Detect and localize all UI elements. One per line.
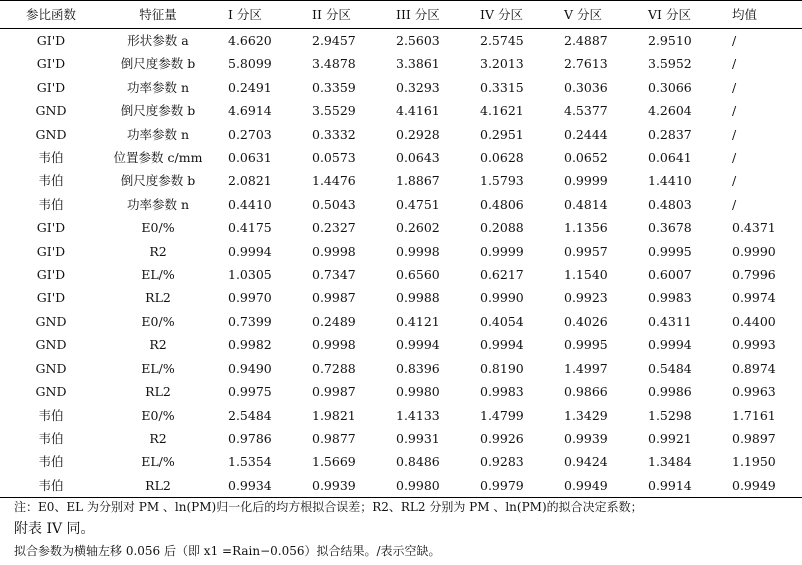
cell-feature: 倒尺度参数 b [120, 103, 196, 119]
cell-value: 0.4803 [648, 196, 692, 212]
cell-value: 0.4026 [564, 313, 608, 329]
cell-value: 0.9994 [480, 337, 524, 353]
cell-value: / [732, 150, 737, 166]
col-header-zone-4: IV 分区 [472, 1, 556, 29]
cell-value: / [732, 126, 737, 142]
cell-feature: R2 [149, 337, 167, 353]
cell-value: 0.9975 [228, 384, 272, 400]
cell-value: 0.9998 [312, 243, 356, 259]
cell-value: 0.9786 [228, 430, 272, 446]
cell-feature: 倒尺度参数 b [120, 56, 196, 72]
cell-value: 0.9926 [480, 430, 524, 446]
cell-value: 2.5603 [396, 33, 440, 48]
cell-value: 0.9983 [480, 384, 524, 400]
cell-value: 0.9988 [396, 290, 440, 306]
cell-value: 0.9999 [480, 243, 524, 259]
cell-value: 2.5745 [480, 33, 524, 48]
cell-value: 1.7161 [732, 407, 776, 423]
cell-value: 0.9983 [648, 290, 692, 306]
cell-value: 0.9998 [396, 243, 440, 259]
cell-feature: RL2 [102, 474, 214, 498]
cell-reference-function: 韦伯 [38, 173, 64, 189]
cell-value: 0.9987 [312, 290, 356, 306]
cell-value: 0.9994 [396, 337, 440, 353]
col-header-zone-5: V 分区 [556, 1, 640, 29]
cell-value: 0.9979 [472, 474, 556, 498]
table-row [0, 29, 802, 53]
cell-value: 0.9949 [556, 474, 640, 498]
cell-value: 0.9923 [564, 290, 608, 306]
cell-feature: R2 [149, 243, 167, 259]
table-notes [14, 496, 712, 562]
cell-value: 0.9424 [564, 454, 608, 470]
table-row [0, 474, 802, 498]
cell-value: 0.2928 [396, 126, 440, 142]
cell-value: 1.5298 [648, 407, 692, 423]
cell-value: 0.9921 [648, 430, 692, 446]
cell-value: 0.8190 [480, 360, 524, 376]
cell-value: 2.4887 [564, 33, 608, 48]
table-row [0, 380, 802, 403]
table-row [0, 427, 802, 450]
cell-value: 0.2491 [228, 79, 272, 95]
cell-value: 0.9986 [648, 384, 692, 400]
cell-feature: 功率参数 n [126, 196, 190, 212]
table-row [0, 357, 802, 380]
cell-value: 1.4997 [564, 360, 608, 376]
cell-value: 1.5793 [480, 173, 524, 189]
col-header-reference-function: 参比函数 [0, 1, 102, 29]
cell-value: 4.1621 [480, 103, 524, 119]
cell-reference-function: GND [35, 126, 67, 142]
cell-value: 0.2489 [312, 313, 356, 329]
col-header-zone-2: II 分区 [304, 1, 388, 29]
cell-value: 0.6560 [396, 267, 440, 283]
table-row [0, 263, 802, 286]
table-row [0, 146, 802, 169]
table-row [0, 216, 802, 239]
cell-value: 0.2444 [564, 126, 608, 142]
cell-value: 0.3066 [648, 79, 692, 95]
cell-value: 0.9980 [388, 474, 472, 498]
cell-value: 0.9990 [480, 290, 524, 306]
col-header-zone-6: VI 分区 [640, 1, 724, 29]
table-row [0, 450, 802, 473]
cell-value: 5.8099 [228, 56, 272, 72]
cell-value: 0.2602 [396, 220, 440, 236]
cell-value: 0.9957 [564, 243, 608, 259]
note-line-2: 附表 IV 同。 [14, 521, 95, 537]
cell-reference-function: GND [35, 384, 67, 400]
cell-value: 0.7399 [228, 313, 272, 329]
cell-value: / [732, 56, 737, 72]
cell-value: 0.0652 [564, 150, 608, 166]
cell-value: 0.3036 [564, 79, 608, 95]
cell-value: 0.9999 [564, 173, 608, 189]
table-row [0, 240, 802, 263]
cell-value: 0.9283 [480, 454, 524, 470]
cell-value: 0.9987 [312, 384, 356, 400]
cell-value: 0.9914 [640, 474, 724, 498]
cell-value: 0.9939 [304, 474, 388, 498]
cell-reference-function: 韦伯 [38, 196, 64, 212]
cell-value: 1.5669 [312, 454, 356, 470]
cell-value: 0.5484 [648, 360, 692, 376]
cell-reference-function: GI'D [36, 220, 66, 236]
cell-reference-function: 韦伯 [38, 407, 64, 423]
cell-value: 0.9990 [732, 243, 776, 259]
col-header-feature: 特征量 [102, 1, 214, 29]
cell-reference-function: GI'D [36, 56, 66, 72]
cell-value: 0.7288 [312, 360, 356, 376]
cell-value: 0.0573 [312, 150, 356, 166]
cell-value: 0.4806 [480, 196, 524, 212]
cell-value: 0.2088 [480, 220, 524, 236]
note-line-1: 注：E0、EL 为分别对 PM 、ln(PM)归一化后的均方根拟合误差；R2、RL2 分别为 PM 、ln(PM)的拟合决定系数； [14, 500, 643, 514]
cell-value: 0.9974 [732, 290, 776, 306]
col-header-mean: 均值 [724, 1, 802, 29]
cell-value: 4.6914 [228, 103, 272, 119]
cell-reference-function: GI'D [36, 290, 66, 306]
cell-value: 0.8974 [732, 360, 776, 376]
table-row [0, 76, 802, 99]
cell-feature: R2 [149, 430, 167, 446]
cell-value: 1.8867 [396, 173, 440, 189]
cell-value: / [732, 103, 737, 119]
table-row [0, 52, 802, 75]
cell-value: 2.7613 [564, 56, 608, 72]
cell-value: 0.9931 [396, 430, 440, 446]
cell-feature: 位置参数 c/mm [113, 150, 203, 166]
cell-feature: E0/% [141, 313, 175, 329]
col-header-zone-1: I 分区 [214, 1, 304, 29]
cell-value: 4.5377 [564, 103, 608, 119]
cell-reference-function: GND [35, 313, 67, 329]
cell-feature: EL/% [141, 454, 175, 470]
cell-value: 1.4799 [480, 407, 524, 423]
cell-value: 0.2327 [312, 220, 356, 236]
cell-value: 0.4410 [228, 196, 272, 212]
cell-value: 0.4371 [732, 220, 776, 236]
cell-value: 0.3315 [480, 79, 524, 95]
cell-value: 0.0641 [648, 150, 692, 166]
cell-value: 0.6007 [648, 267, 692, 283]
cell-feature: 倒尺度参数 b [120, 173, 196, 189]
cell-value: 0.9897 [732, 430, 776, 446]
cell-value: 0.4400 [732, 313, 776, 329]
cell-value: 0.8486 [396, 454, 440, 470]
cell-value: 0.2703 [228, 126, 272, 142]
cell-value: 0.9949 [724, 474, 802, 498]
cell-value: 3.4878 [312, 56, 356, 72]
cell-value: 2.9457 [312, 33, 356, 48]
cell-value: / [732, 33, 737, 48]
cell-value: 0.6217 [480, 267, 524, 283]
cell-feature: RL2 [145, 290, 171, 306]
cell-reference-function: 韦伯 [38, 430, 64, 446]
cell-value: 4.6620 [228, 33, 272, 48]
cell-reference-function: GI'D [36, 33, 66, 48]
cell-value: 0.7996 [732, 267, 776, 283]
cell-value: 0.0631 [228, 150, 272, 166]
table-row [0, 310, 802, 333]
cell-value: 0.0643 [396, 150, 440, 166]
cell-feature: EL/% [141, 360, 175, 376]
cell-value: 0.9994 [648, 337, 692, 353]
cell-value: 1.9821 [312, 407, 356, 423]
cell-value: 0.0628 [480, 150, 524, 166]
cell-reference-function: GND [35, 103, 67, 119]
cell-feature: EL/% [141, 267, 175, 283]
cell-value: 0.3332 [312, 126, 356, 142]
cell-reference-function: 韦伯 [38, 150, 64, 166]
cell-value: / [732, 173, 737, 189]
cell-value: 3.5952 [648, 56, 692, 72]
cell-value: 1.3484 [648, 454, 692, 470]
table-row [0, 99, 802, 122]
table-row [0, 193, 802, 216]
cell-value: / [732, 196, 737, 212]
cell-reference-function: GI'D [36, 267, 66, 283]
cell-value: 0.9934 [214, 474, 304, 498]
table-row [0, 333, 802, 356]
cell-reference-function: GI'D [36, 79, 66, 95]
table-row [0, 404, 802, 427]
cell-value: 0.3359 [312, 79, 356, 95]
cell-value: 0.4121 [396, 313, 440, 329]
cell-value: 0.9490 [228, 360, 272, 376]
note-line-3: 拟合参数为横轴左移 0.056 后（即 x1 =Rain−0.056）拟合结果。/表示空缺。 [14, 544, 441, 558]
cell-value: 0.9994 [228, 243, 272, 259]
cell-value: 0.3293 [396, 79, 440, 95]
cell-value: 0.9963 [732, 384, 776, 400]
cell-value: 0.2951 [480, 126, 524, 142]
cell-value: 1.0305 [228, 267, 272, 283]
cell-feature: 功率参数 n [126, 79, 190, 95]
cell-value: 2.5484 [228, 407, 272, 423]
cell-value: 0.9980 [396, 384, 440, 400]
cell-reference-function: GND [35, 337, 67, 353]
table-row [0, 123, 802, 146]
cell-value: 0.9866 [564, 384, 608, 400]
cell-value: 3.5529 [312, 103, 356, 119]
table-row [0, 286, 802, 309]
cell-value: 0.9998 [312, 337, 356, 353]
cell-feature: E0/% [141, 407, 175, 423]
cell-value: 0.4054 [480, 313, 524, 329]
cell-value: 0.9995 [564, 337, 608, 353]
cell-value: 1.3429 [564, 407, 608, 423]
cell-value: 0.9970 [228, 290, 272, 306]
cell-value: 0.9939 [564, 430, 608, 446]
cell-feature: 形状参数 a [127, 33, 189, 48]
cell-value: 0.9982 [228, 337, 272, 353]
cell-feature: 功率参数 n [126, 126, 190, 142]
cell-feature: E0/% [141, 220, 175, 236]
cell-value: 2.0821 [228, 173, 272, 189]
cell-value: 3.3861 [396, 56, 440, 72]
table-body [0, 29, 802, 498]
cell-value: 0.4814 [564, 196, 608, 212]
cell-value: 0.4751 [396, 196, 440, 212]
cell-value: 0.5043 [312, 196, 356, 212]
cell-value: 0.9877 [312, 430, 356, 446]
col-header-zone-3: III 分区 [388, 1, 472, 29]
cell-value: 0.3678 [648, 220, 692, 236]
cell-value: 3.2013 [480, 56, 524, 72]
cell-value: 4.2604 [648, 103, 692, 119]
cell-value: 1.4133 [396, 407, 440, 423]
cell-value: 0.4175 [228, 220, 272, 236]
cell-feature: RL2 [145, 384, 171, 400]
cell-value: 0.2837 [648, 126, 692, 142]
cell-value: 1.1950 [732, 454, 776, 470]
cell-value: 0.7347 [312, 267, 356, 283]
cell-value: 1.4476 [312, 173, 356, 189]
cell-value: 0.8396 [396, 360, 440, 376]
cell-value: 0.9995 [648, 243, 692, 259]
cell-value: / [732, 79, 737, 95]
cell-reference-function: GND [35, 360, 67, 376]
cell-value: 1.4410 [648, 173, 692, 189]
cell-value: 0.4311 [648, 313, 692, 329]
cell-value: 2.9510 [648, 33, 692, 48]
table-header-row [0, 1, 802, 29]
cell-value: 1.1356 [564, 220, 608, 236]
cell-value: 4.4161 [396, 103, 440, 119]
cell-value: 1.1540 [564, 267, 608, 283]
cell-reference-function: GI'D [36, 243, 66, 259]
cell-value: 1.5354 [228, 454, 272, 470]
cell-reference-function: 韦伯 [0, 474, 102, 498]
table-row [0, 169, 802, 192]
cell-value: 0.9993 [732, 337, 776, 353]
cell-reference-function: 韦伯 [38, 454, 64, 470]
